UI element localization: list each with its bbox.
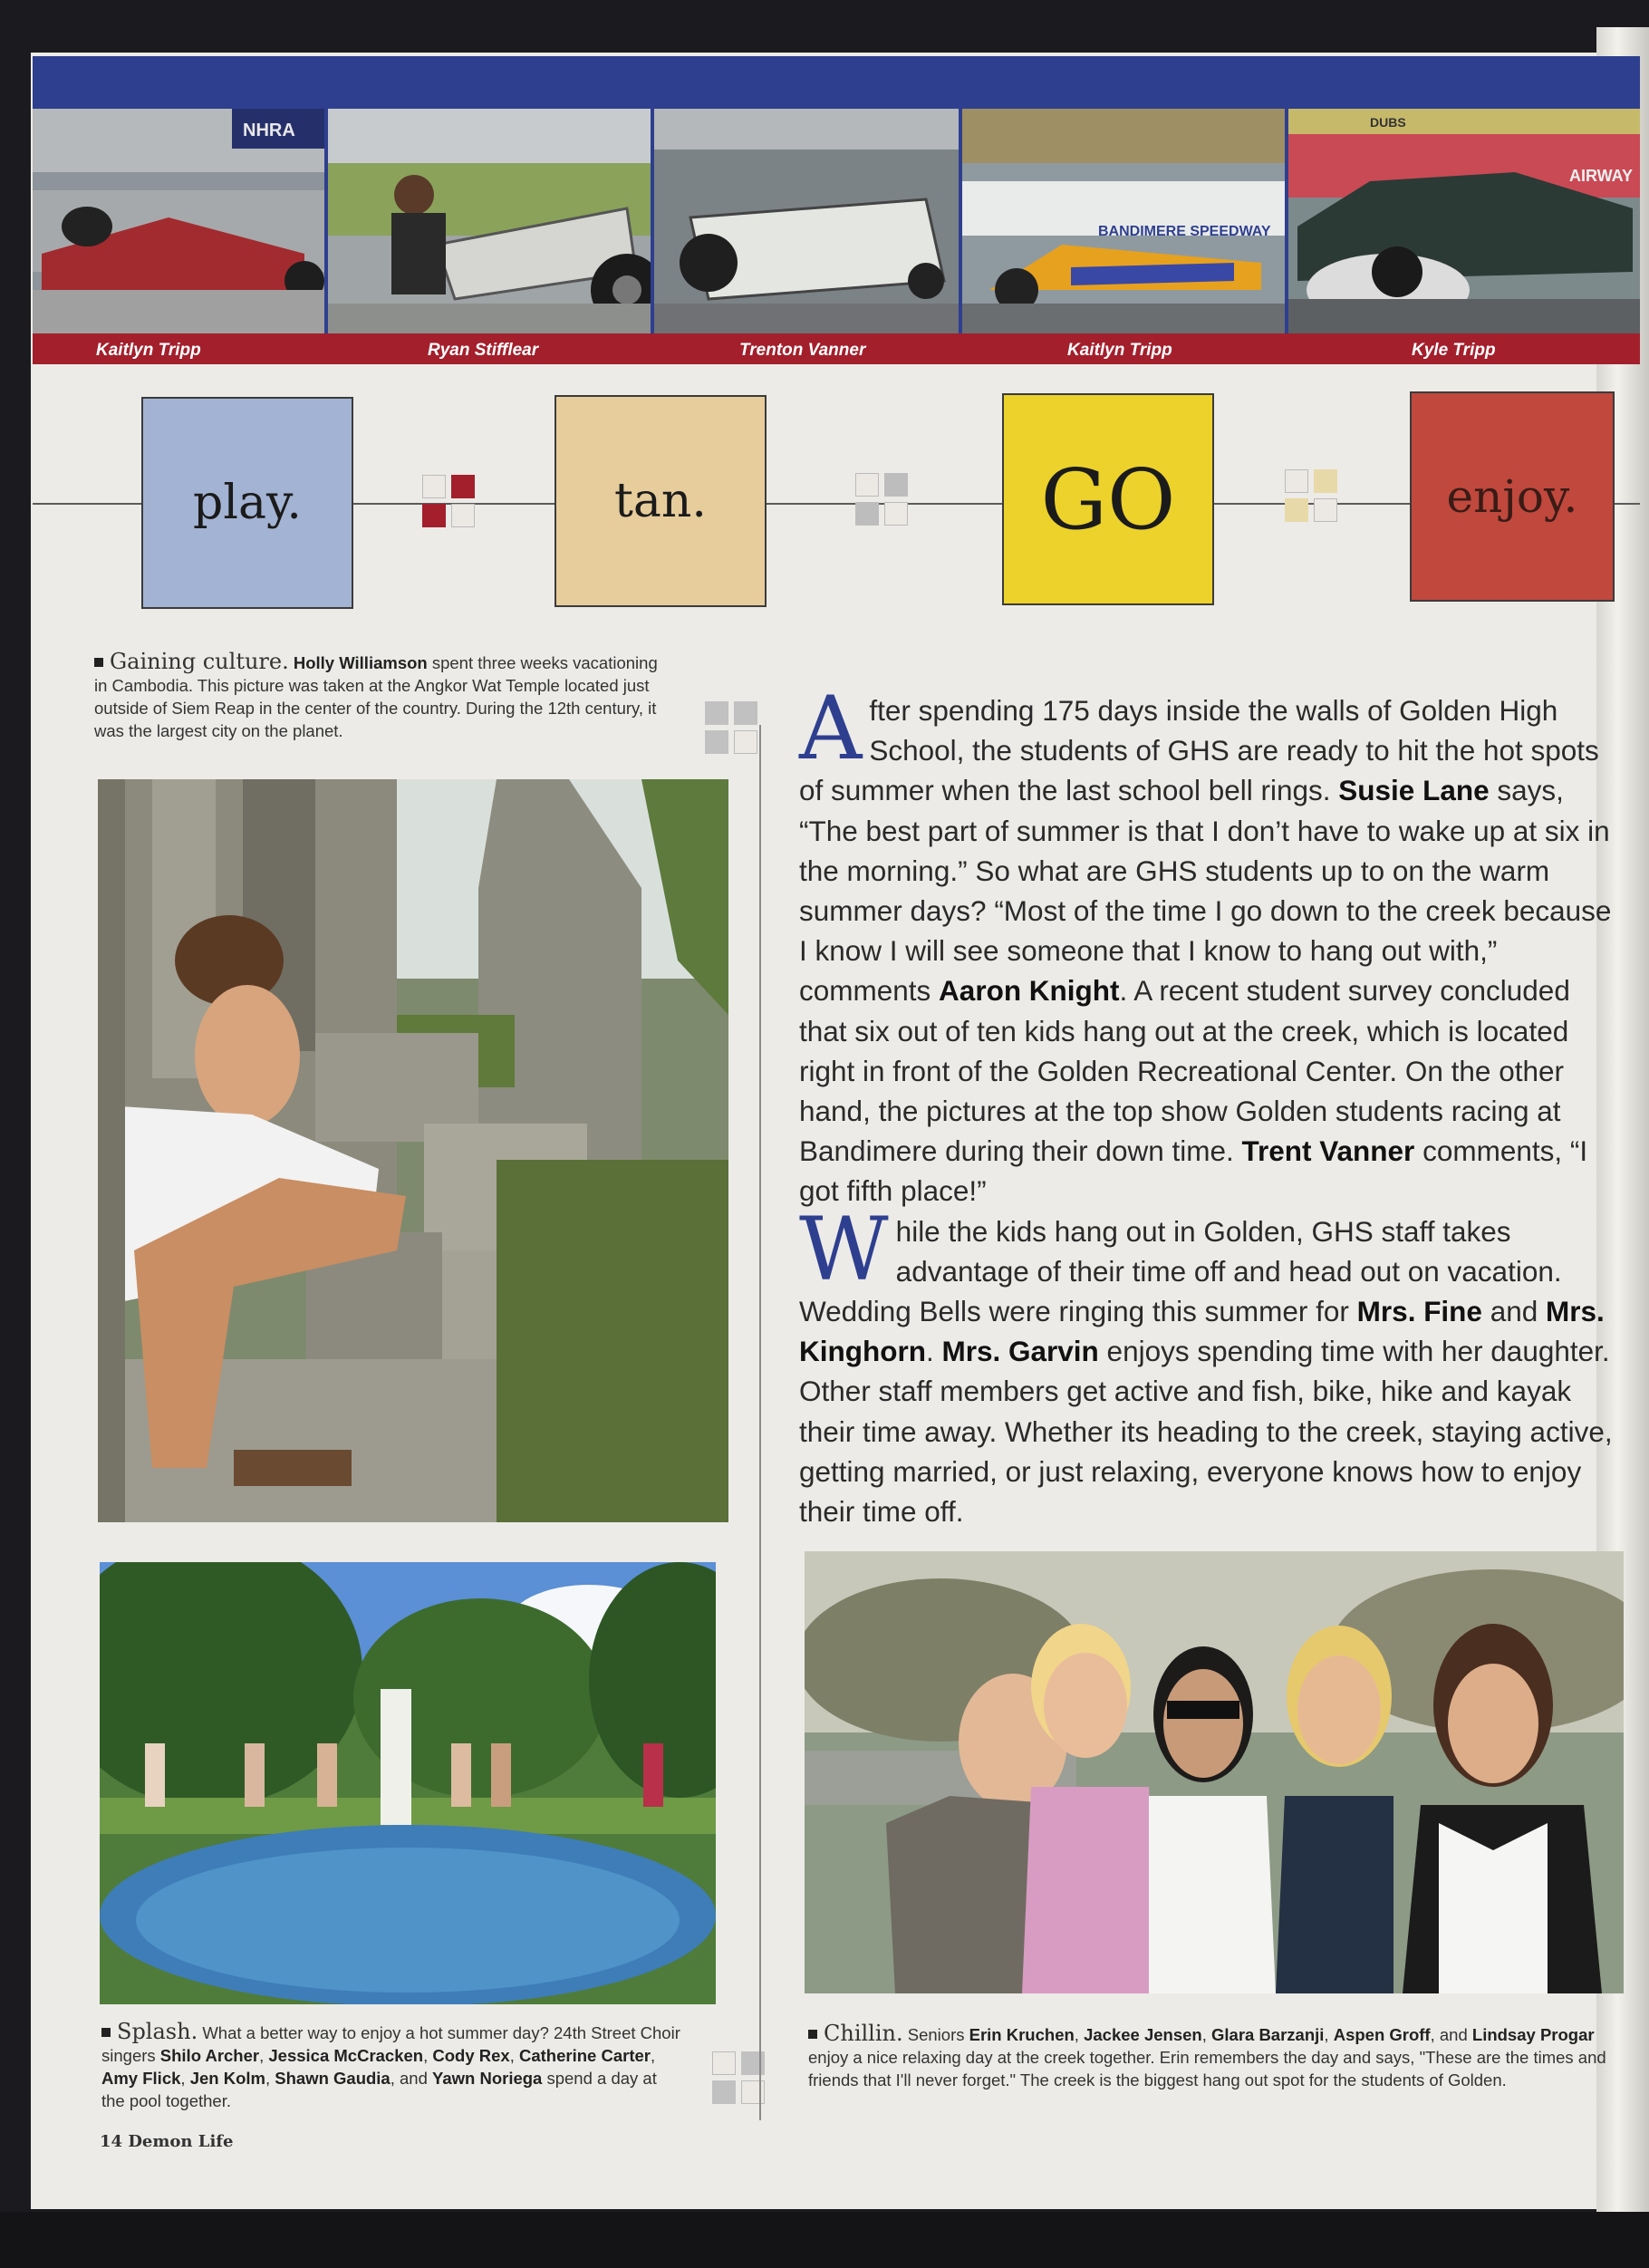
svg-text:NHRA: NHRA [243, 121, 295, 140]
word-play: play. [193, 476, 302, 530]
photo-banner [33, 56, 1640, 364]
word-box-enjoy [1410, 391, 1615, 602]
drop-cap: W [799, 1198, 889, 1300]
banner-photo-5 [1288, 109, 1640, 333]
article-body [799, 678, 1615, 1531]
svg-text:BANDIMERE SPEEDWAY: BANDIMERE SPEEDWAY [1098, 224, 1271, 239]
banner-photo-4 [962, 109, 1285, 333]
caption-splash: Splash. What a better way to enjoy a hot summer day? 24th Street Choir singers Shilo Archer, Jessica McCracken, Cody Rex, Catherine Carter, Amy Flick, Jen Kolm, Shawn Gaudia, and Yawn Noriega spend a day at the pool together. [101, 2019, 680, 2110]
caption-gaining-culture: Gaining culture. Holly Williamson spent three weeks vacationing in Cambodia. This picture was taken at the Angkor Wat Temple located just outside of Siem Reap in the center of the country. During the 12th century, it was the largest city on the planet. [94, 649, 658, 740]
word-box-play [141, 397, 353, 609]
banner-photo-2 [328, 109, 651, 333]
bullet-icon [101, 2028, 111, 2037]
banner-caption: Trenton Vanner [739, 341, 866, 360]
photo-creek-friends [805, 1551, 1624, 1993]
word-box-go [1002, 393, 1214, 605]
svg-text:DUBS: DUBS [1370, 115, 1406, 130]
word-box-tan [554, 395, 767, 607]
photo-angkor-wat [98, 779, 728, 1522]
scan-border [0, 2212, 1649, 2268]
page-footer: 14 Demon Life [100, 2132, 234, 2151]
word-tan: tan. [614, 474, 707, 528]
bullet-icon [94, 658, 103, 667]
column-divider [759, 725, 761, 2120]
article-paragraph-2: While the kids hang out in Golden, GHS staff takes advantage of their time off and head out on vacation. Wedding Bells were ringing this summer for Mrs. Fine and Mrs. Kinghorn. Mrs. Garvin enjoys spending time with her daughter. Other staff members get active and fish, bike, hike and kayak their time away. Whether its heading to the creek, staying active, getting married, or just relaxing, everyone knows how to enjoy their time off. [799, 1198, 1613, 1529]
photo-pool [100, 1562, 716, 2004]
banner-caption-strip [33, 333, 1640, 364]
caption-chillin: Chillin. Seniors Erin Kruchen, Jackee Jensen, Glara Barzanji, Aspen Groff, and Lindsay Progar enjoy a nice relaxing day at the creek together. Erin remembers the day and says, "These are the times and friends that I'll never forget." The creek is the biggest hang out spot for the students of Golden. [808, 2021, 1606, 2089]
banner-caption: Kyle Tripp [1412, 341, 1496, 360]
svg-text:AIRWAY: AIRWAY [1569, 167, 1634, 185]
banner-caption: Ryan Stifflear [428, 341, 539, 360]
banner-caption: Kaitlyn Tripp [1067, 341, 1172, 360]
banner-photo-3 [654, 109, 959, 333]
article-paragraph-1: After spending 175 days inside the walls of Golden High School, the students of GHS are ready to hit the hot spots of summer when the last school bell rings. Susie Lane says, “The best part of summer is that I don’t have to wake up at six in the morning.” So what are GHS students up to on the warm summer days? “Most of the time I go down to the creek because I know I will see someone that I know to hang out with,” comments Aaron Knight. A recent student survey concluded that six out of ten kids hang out at the creek, which is located right in front of the Golden Recreational Center. On the other hand, the pictures at the top show Golden students racing at Bandimere during their down time. Trent Vanner comments, “I got fifth place!” [799, 678, 1612, 1208]
word-enjoy: enjoy. [1446, 470, 1578, 523]
bullet-icon [808, 2030, 817, 2039]
banner-photo-1 [33, 109, 324, 333]
banner-caption: Kaitlyn Tripp [96, 341, 201, 360]
word-go: GO [1040, 450, 1176, 548]
drop-cap: A [799, 678, 863, 779]
